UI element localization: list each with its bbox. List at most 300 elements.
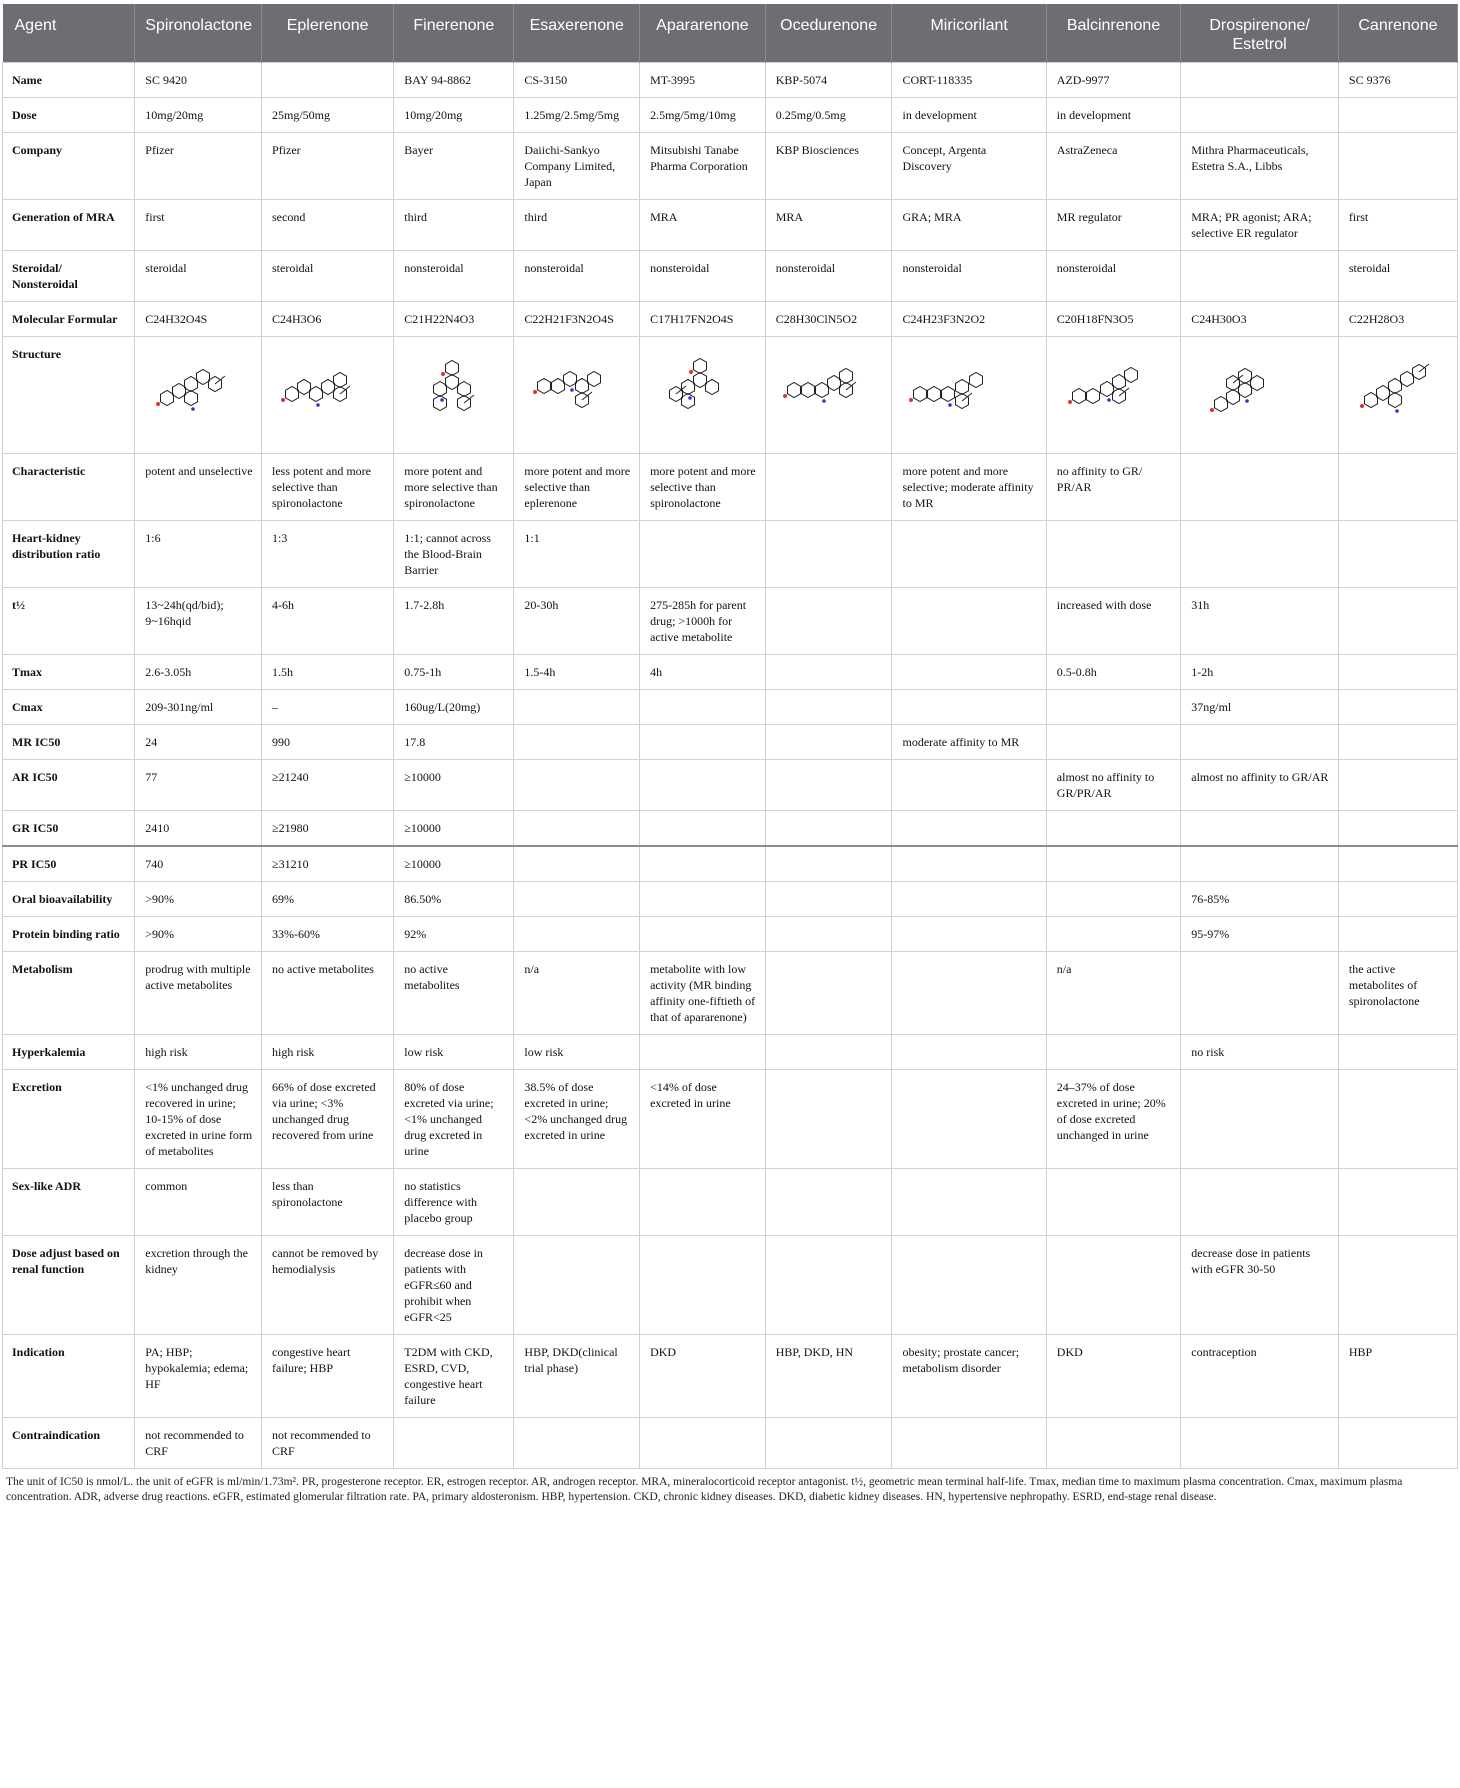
row-label: MR IC50	[3, 725, 135, 760]
table-cell: SC 9376	[1338, 63, 1457, 98]
table-cell	[640, 1169, 766, 1236]
table-cell: decrease dose in patients with eGFR 30-50	[1181, 1236, 1339, 1335]
row-label: Structure	[3, 337, 135, 454]
row-label: Contraindication	[3, 1418, 135, 1469]
header-row	[3, 4, 1458, 63]
table-cell	[1181, 952, 1339, 1035]
table-cell: 33%-60%	[262, 917, 394, 952]
table-cell: 80% of dose excreted via urine; <1% unchanged drug excreted in urine	[394, 1070, 514, 1169]
table-cell: HBP, DKD(clinical trial phase)	[514, 1335, 640, 1418]
table-cell	[892, 588, 1046, 655]
table-cell: less than spironolactone	[262, 1169, 394, 1236]
table-cell: SC 9420	[135, 63, 262, 98]
table-cell: CS-3150	[514, 63, 640, 98]
ring-bond	[1227, 390, 1240, 405]
table-cell: almost no affinity to GR/PR/AR	[1046, 760, 1180, 811]
table-row	[3, 655, 1458, 690]
chemical-structure-drawing	[272, 346, 368, 426]
chemical-structure-drawing	[1057, 346, 1153, 426]
table-cell: nonsteroidal	[640, 251, 766, 302]
table-row	[3, 1070, 1458, 1169]
row-label: Cmax	[3, 690, 135, 725]
table-cell: second	[262, 200, 394, 251]
table-cell: 1:6	[135, 521, 262, 588]
table-cell: 2.5mg/5mg/10mg	[640, 98, 766, 133]
table-cell	[1338, 133, 1457, 200]
table-cell: HBP, DKD, HN	[765, 1335, 892, 1418]
table-cell	[514, 1236, 640, 1335]
table-row	[3, 302, 1458, 337]
row-label: Oral bioavailability	[3, 882, 135, 917]
table-row	[3, 760, 1458, 811]
table-cell: MR regulator	[1046, 200, 1180, 251]
table-cell: steroidal	[262, 251, 394, 302]
table-cell: moderate affinity to MR	[892, 725, 1046, 760]
table-cell	[640, 1035, 766, 1070]
table-cell: T2DM with CKD, ESRD, CVD, congestive heart failure	[394, 1335, 514, 1418]
table-cell: more potent and more selective than spironolactone	[640, 454, 766, 521]
table-row	[3, 690, 1458, 725]
ring-bond	[787, 383, 800, 398]
ring-bond	[446, 361, 459, 376]
table-cell: DKD	[1046, 1335, 1180, 1418]
ring-bond	[1072, 389, 1085, 404]
row-label: Company	[3, 133, 135, 200]
table-cell	[1181, 725, 1339, 760]
ring-bond	[434, 396, 447, 411]
table-cell	[514, 1418, 640, 1469]
header-cell: Eplerenone	[262, 4, 394, 63]
nitrogen-atom	[822, 399, 826, 403]
table-row	[3, 521, 1458, 588]
chemical-structure-drawing	[1191, 346, 1287, 426]
oxygen-atom	[909, 398, 913, 402]
structure-cell	[514, 337, 640, 454]
table-cell: C17H17FN2O4S	[640, 302, 766, 337]
table-cell	[394, 1418, 514, 1469]
ring-bond	[956, 380, 969, 395]
nitrogen-atom	[191, 407, 195, 411]
ring-bond	[706, 380, 719, 395]
table-cell: Mitsubishi Tanabe Pharma Corporation	[640, 133, 766, 200]
table-cell: nonsteroidal	[1046, 251, 1180, 302]
table-cell	[892, 917, 1046, 952]
ring-bond	[552, 379, 565, 394]
table-cell: no affinity to GR/ PR/AR	[1046, 454, 1180, 521]
table-cell: less potent and more selective than spironolactone	[262, 454, 394, 521]
table-cell: >90%	[135, 917, 262, 952]
table-cell: 38.5% of dose excreted in urine; <2% unchanged drug excreted in urine	[514, 1070, 640, 1169]
table-cell	[514, 760, 640, 811]
table-cell: 10mg/20mg	[394, 98, 514, 133]
table-cell	[892, 1236, 1046, 1335]
row-label: Name	[3, 63, 135, 98]
table-cell	[1046, 1035, 1180, 1070]
table-cell: ≥10000	[394, 760, 514, 811]
table-cell: 24–37% of dose excreted in urine; 20% of dose excreted unchanged in urine	[1046, 1070, 1180, 1169]
oxygen-atom	[689, 370, 693, 374]
nitrogen-atom	[688, 396, 692, 400]
oxygen-atom	[441, 372, 445, 376]
row-label: Excretion	[3, 1070, 135, 1169]
table-cell	[765, 811, 892, 847]
table-cell	[765, 588, 892, 655]
table-cell: Daiichi-Sankyo Company Limited, Japan	[514, 133, 640, 200]
row-label: Sex-like ADR	[3, 1169, 135, 1236]
chemical-structure-drawing	[776, 346, 872, 426]
table-cell	[514, 690, 640, 725]
table-cell: increased with dose	[1046, 588, 1180, 655]
table-cell: steroidal	[1338, 251, 1457, 302]
table-cell: metabolite with low activity (MR binding affinity one-fiftieth of that of apararenone)	[640, 952, 766, 1035]
table-cell: C22H21F3N2O4S	[514, 302, 640, 337]
header-cell: Canrenone	[1338, 4, 1457, 63]
table-cell: 1.5-4h	[514, 655, 640, 690]
table-cell: 160ug/L(20mg)	[394, 690, 514, 725]
ring-bond	[801, 383, 814, 398]
table-cell	[1338, 1236, 1457, 1335]
table-cell	[1046, 521, 1180, 588]
table-cell: more potent and more selective; moderate affinity to MR	[892, 454, 1046, 521]
table-cell: nonsteroidal	[892, 251, 1046, 302]
table-cell: 77	[135, 760, 262, 811]
ring-bond	[1100, 382, 1113, 397]
table-cell	[1181, 521, 1339, 588]
table-cell	[640, 690, 766, 725]
table-cell: 25mg/50mg	[262, 98, 394, 133]
table-cell	[765, 690, 892, 725]
ring-bond	[970, 373, 983, 388]
nitrogen-atom	[316, 403, 320, 407]
chemical-structure-drawing	[524, 346, 620, 426]
table-row	[3, 846, 1458, 882]
table-cell: 1:1; cannot across the Blood-Brain Barrier	[394, 521, 514, 588]
table-cell: ≥31210	[262, 846, 394, 882]
table-cell: 4-6h	[262, 588, 394, 655]
table-cell: PA; HBP; hypokalemia; edema; HF	[135, 1335, 262, 1418]
header-cell: Agent	[3, 4, 135, 63]
table-cell	[514, 811, 640, 847]
table-cell	[892, 690, 1046, 725]
table-cell	[514, 882, 640, 917]
ring-bond	[1388, 393, 1401, 408]
table-cell: >90%	[135, 882, 262, 917]
table-cell	[1338, 1169, 1457, 1236]
table-cell	[1338, 454, 1457, 521]
table-cell	[640, 760, 766, 811]
ring-bond	[694, 359, 707, 374]
ring-bond	[694, 373, 707, 388]
table-cell: C24H23F3N2O2	[892, 302, 1046, 337]
table-cell	[514, 846, 640, 882]
table-cell: 37ng/ml	[1181, 690, 1339, 725]
table-row	[3, 882, 1458, 917]
table-cell: 209-301ng/ml	[135, 690, 262, 725]
table-cell: steroidal	[135, 251, 262, 302]
row-label: Indication	[3, 1335, 135, 1418]
ring-bond	[1388, 379, 1401, 394]
table-cell: 31h	[1181, 588, 1339, 655]
table-row	[3, 133, 1458, 200]
ring-bond	[682, 394, 695, 409]
table-cell: excretion through the kidney	[135, 1236, 262, 1335]
row-label: Steroidal/ Nonsteroidal	[3, 251, 135, 302]
ring-bond	[161, 391, 174, 406]
table-row	[3, 1035, 1458, 1070]
structure-cell	[892, 337, 1046, 454]
table-cell	[1338, 811, 1457, 847]
table-cell	[1046, 917, 1180, 952]
table-cell: 20-30h	[514, 588, 640, 655]
table-cell	[1338, 917, 1457, 952]
table-cell	[1338, 98, 1457, 133]
table-cell	[765, 1035, 892, 1070]
row-label: Generation of MRA	[3, 200, 135, 251]
table-cell	[1338, 521, 1457, 588]
table-cell: 1:1	[514, 521, 640, 588]
table-cell	[765, 760, 892, 811]
table-row	[3, 588, 1458, 655]
table-cell	[1046, 811, 1180, 847]
table-cell: the active metabolites of spironolactone	[1338, 952, 1457, 1035]
ring-bond	[1239, 369, 1252, 384]
nitrogen-atom	[1395, 409, 1399, 413]
table-cell: MRA	[765, 200, 892, 251]
nitrogen-atom	[1245, 399, 1249, 403]
ring-bond	[446, 375, 459, 390]
table-cell	[765, 952, 892, 1035]
header-cell: Esaxerenone	[514, 4, 640, 63]
table-row	[3, 337, 1458, 454]
table-cell: <14% of dose excreted in urine	[640, 1070, 766, 1169]
table-cell	[892, 1035, 1046, 1070]
row-label: Heart-kidney distribution ratio	[3, 521, 135, 588]
ring-bond	[827, 376, 840, 391]
table-cell	[1338, 1418, 1457, 1469]
ring-bond	[1215, 397, 1228, 412]
table-cell	[1338, 1035, 1457, 1070]
table-cell	[892, 882, 1046, 917]
ring-bond	[839, 369, 852, 384]
table-cell: third	[514, 200, 640, 251]
row-label: AR IC50	[3, 760, 135, 811]
ring-bond	[588, 372, 601, 387]
ring-bond	[1124, 368, 1137, 383]
ring-bond	[815, 383, 828, 398]
ring-bond	[173, 384, 186, 399]
table-cell: Concept, Argenta Discovery	[892, 133, 1046, 200]
table-cell	[640, 917, 766, 952]
table-cell	[1338, 846, 1457, 882]
table-cell	[640, 725, 766, 760]
table-cell	[1181, 98, 1339, 133]
structure-cell	[394, 337, 514, 454]
table-cell: more potent and more selective than spironolactone	[394, 454, 514, 521]
table-cell	[765, 1169, 892, 1236]
table-cell: common	[135, 1169, 262, 1236]
table-cell: 2410	[135, 811, 262, 847]
table-cell	[765, 725, 892, 760]
table-cell	[640, 811, 766, 847]
table-cell: not recommended to CRF	[135, 1418, 262, 1469]
table-cell: high risk	[135, 1035, 262, 1070]
table-cell: C20H18FN3O5	[1046, 302, 1180, 337]
table-cell: in development	[1046, 98, 1180, 133]
table-cell: 13~24h(qd/bid); 9~16hqid	[135, 588, 262, 655]
structure-cell	[1046, 337, 1180, 454]
oxygen-atom	[281, 398, 285, 402]
chemical-structure-drawing	[902, 346, 998, 426]
table-row	[3, 917, 1458, 952]
table-cell	[640, 1418, 766, 1469]
table-cell	[1181, 1070, 1339, 1169]
ring-bond	[458, 382, 471, 397]
ring-bond	[914, 387, 927, 402]
table-cell: C21H22N4O3	[394, 302, 514, 337]
ring-bond	[576, 379, 589, 394]
structure-cell	[765, 337, 892, 454]
header-cell: Spironolactone	[135, 4, 262, 63]
table-cell	[892, 521, 1046, 588]
table-cell	[765, 917, 892, 952]
table-cell: first	[1338, 200, 1457, 251]
ring-bond	[942, 387, 955, 402]
table-cell: 1.5h	[262, 655, 394, 690]
table-cell	[1181, 251, 1339, 302]
table-cell: congestive heart failure; HBP	[262, 1335, 394, 1418]
table-cell	[765, 1236, 892, 1335]
ring-bond	[197, 370, 210, 385]
table-row	[3, 251, 1458, 302]
table-cell: 740	[135, 846, 262, 882]
table-cell: 95-97%	[1181, 917, 1339, 952]
ring-bond	[1364, 393, 1377, 408]
table-cell: 17.8	[394, 725, 514, 760]
table-cell: not recommended to CRF	[262, 1418, 394, 1469]
table-cell	[1181, 811, 1339, 847]
table-cell	[1046, 690, 1180, 725]
table-cell: first	[135, 200, 262, 251]
table-cell	[640, 846, 766, 882]
table-cell	[1046, 846, 1180, 882]
table-cell: 69%	[262, 882, 394, 917]
table-footnote: The unit of IC50 is nmol/L. the unit of eGFR is ml/min/1.73m². PR, progesterone receptor. ER, estrogen receptor. AR, androgen receptor. MRA, mineralocorticoid receptor antagonist. t½, geometric mean terminal half-life. Tmax, median time to maximum plasma concentration. Cmax, maximum plasma concentration. ADR, adverse drug reactions. eGFR, estimated glomerular filtration rate. PA, primary aldosteronism. HBP, hypertension. CKD, chronic kidney diseases. DKD, diabetic kidney diseases. HN, hypertensive nephropathy. ESRD, end-stage renal disease.	[6, 1476, 1403, 1503]
table-cell: <1% unchanged drug recovered in urine; 10-15% of dose excreted in urine form of metabolites	[135, 1070, 262, 1169]
chemical-structure-drawing	[650, 346, 746, 426]
ring-bond	[334, 373, 347, 388]
table-cell	[765, 846, 892, 882]
mra-comparison-table	[2, 4, 1458, 1469]
table-cell: cannot be removed by hemodialysis	[262, 1236, 394, 1335]
table-cell	[262, 63, 394, 98]
table-cell: 10mg/20mg	[135, 98, 262, 133]
table-cell	[765, 882, 892, 917]
table-cell	[514, 917, 640, 952]
structure-cell	[262, 337, 394, 454]
table-cell: MRA; PR agonist; ARA; selective ER regulator	[1181, 200, 1339, 251]
table-cell: n/a	[1046, 952, 1180, 1035]
table-cell: n/a	[514, 952, 640, 1035]
table-cell: almost no affinity to GR/AR	[1181, 760, 1339, 811]
oxygen-atom	[1360, 404, 1364, 408]
table-cell	[1181, 846, 1339, 882]
row-label: t½	[3, 588, 135, 655]
table-cell: potent and unselective	[135, 454, 262, 521]
table-cell: 1-2h	[1181, 655, 1339, 690]
table-cell	[640, 882, 766, 917]
table-cell: C22H28O3	[1338, 302, 1457, 337]
table-cell: CORT-118335	[892, 63, 1046, 98]
table-cell: 0.75-1h	[394, 655, 514, 690]
row-label: Metabolism	[3, 952, 135, 1035]
table-cell: 24	[135, 725, 262, 760]
ring-bond	[286, 387, 299, 402]
table-cell	[892, 760, 1046, 811]
header-cell: Ocedurenone	[765, 4, 892, 63]
ring-bond	[1112, 375, 1125, 390]
table-cell: 1.25mg/2.5mg/5mg	[514, 98, 640, 133]
ring-bond	[310, 387, 323, 402]
table-cell	[1338, 1070, 1457, 1169]
structure-cell	[1338, 337, 1457, 454]
ring-bond	[1086, 389, 1099, 404]
oxygen-atom	[783, 394, 787, 398]
row-label: Protein binding ratio	[3, 917, 135, 952]
table-cell	[892, 1070, 1046, 1169]
table-cell: nonsteroidal	[394, 251, 514, 302]
row-label: Tmax	[3, 655, 135, 690]
table-cell	[1181, 63, 1339, 98]
table-cell: 1.7-2.8h	[394, 588, 514, 655]
table-cell: Pfizer	[262, 133, 394, 200]
table-cell: 66% of dose excreted via urine; <3% unchanged drug recovered from urine	[262, 1070, 394, 1169]
table-cell: 92%	[394, 917, 514, 952]
nitrogen-atom	[440, 398, 444, 402]
table-cell: 2.6-3.05h	[135, 655, 262, 690]
table-cell	[765, 1418, 892, 1469]
ring-bond	[434, 382, 447, 397]
table-cell: nonsteroidal	[514, 251, 640, 302]
table-cell	[1046, 725, 1180, 760]
chemical-structure-drawing	[145, 346, 241, 426]
table-cell: DKD	[640, 1335, 766, 1418]
row-label: Molecular Formular	[3, 302, 135, 337]
table-cell	[1046, 1236, 1180, 1335]
table-cell: in development	[892, 98, 1046, 133]
table-cell: Bayer	[394, 133, 514, 200]
table-cell: KBP Biosciences	[765, 133, 892, 200]
table-cell	[892, 655, 1046, 690]
ring-bond	[298, 380, 311, 395]
table-row	[3, 1236, 1458, 1335]
table-row	[3, 1335, 1458, 1418]
table-cell	[1046, 882, 1180, 917]
ring-bond	[682, 380, 695, 395]
ring-bond	[538, 379, 551, 394]
table-cell: 86.50%	[394, 882, 514, 917]
nitrogen-atom	[571, 388, 575, 392]
header-cell: Balcinrenone	[1046, 4, 1180, 63]
ring-bond	[1376, 386, 1389, 401]
table-cell	[765, 521, 892, 588]
table-cell	[640, 1236, 766, 1335]
table-cell	[1338, 725, 1457, 760]
header-cell: Miricorilant	[892, 4, 1046, 63]
nitrogen-atom	[1107, 398, 1111, 402]
table-cell	[892, 1418, 1046, 1469]
table-cell: no statistics difference with placebo group	[394, 1169, 514, 1236]
table-body	[3, 63, 1458, 1469]
